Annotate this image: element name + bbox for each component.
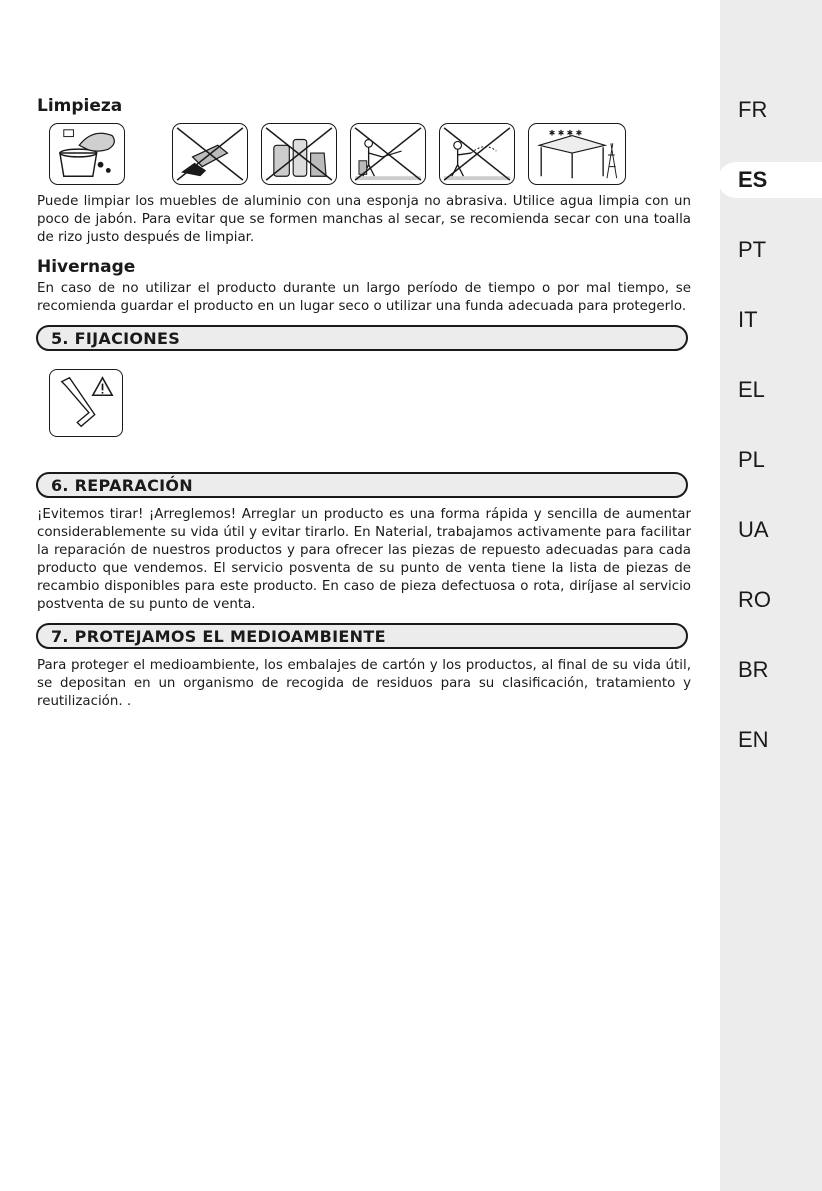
medioambiente-text: Para proteger el medioambiente, los embalajes de cartón y los productos, al final de su vida útil, se depositan en un organismo de recogida de residuos para su clasificación, tratamiento y reutilización. . [37,658,691,709]
limpieza-text: Puede limpiar los muebles de aluminio con una esponja no abrasiva. Utilice agua limpia con un poco de jabón. Para evitar que se formen manchas al secar, se recomienda secar con una toalla de rizo justo después de limpiar. [37,194,691,245]
lang-tab-pl[interactable]: PL [738,447,765,472]
hivernage-text: En caso de no utilizar el producto durante un largo período de tiempo o por mal tiempo, se recomienda guardar el producto en un lugar seco o utilizar una funda adecuada para protegerlo. [37,281,691,314]
allen-key-icon [62,378,95,427]
lang-tab-ua[interactable]: UA [738,517,769,542]
snow-on-pergola-icon [528,123,626,185]
lang-tab-fr[interactable]: FR [738,97,768,122]
fijaciones-tool-box [49,369,123,437]
no-hose-icon [439,123,515,185]
no-abrasive-icon [172,123,248,185]
fijaciones-banner [36,325,688,351]
limpieza-heading: Limpieza [37,96,123,116]
reparacion-text: ¡Evitemos tirar! ¡Arreglemos! Arreglar un producto es una forma rápida y sencilla de aumentar considerablemente su vida útil y evitar tirarlo. En Naterial, trabajamos activamente para facilitar la reparación de nuestros productos y para ofrecer las piezas de repuesto adecuadas para cada producto que vendemos. El servicio posventa de su punto de venta tiene la lista de piezas de recambio disponibles para este producto. En caso de pieza defectuosa o rota, diríjase al servicio postventa de su punto de venta. [37,507,691,612]
lang-tab-pt[interactable]: PT [738,237,767,262]
lang-tab-ro[interactable]: RO [738,587,771,612]
lang-tab-en[interactable]: EN [738,727,769,752]
fijaciones-title: 5. FIJACIONES [51,329,181,348]
cleaning-products-icon [261,123,337,185]
reparacion-title: 6. REPARACIÓN [51,476,193,495]
lang-tab-es[interactable]: ES [718,162,822,198]
wash-bucket-icon [49,123,125,185]
lang-tab-el[interactable]: EL [738,377,765,402]
hivernage-heading: Hivernage [37,257,136,277]
lang-tab-br[interactable]: BR [738,657,769,682]
language-sidebar [720,0,822,1191]
reparacion-banner [36,472,688,498]
svg-text:✱ ✱ ✱ ✱: ✱ ✱ ✱ ✱ [548,128,583,138]
warning-icon [93,378,112,395]
lang-tab-it[interactable]: IT [738,307,758,332]
medioambiente-title: 7. PROTEJAMOS EL MEDIOAMBIENTE [51,627,386,646]
medioambiente-banner [36,623,688,649]
no-pressure-washer-icon [350,123,426,185]
